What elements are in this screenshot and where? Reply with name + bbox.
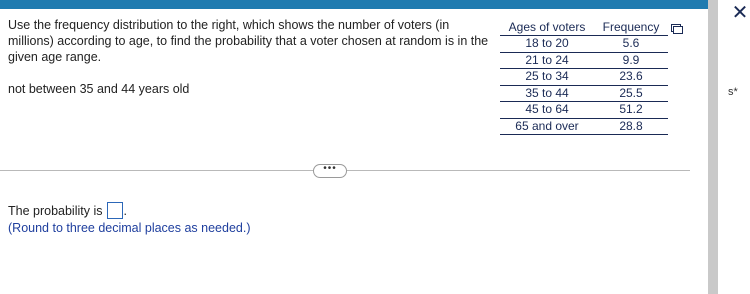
frequency-cell: 5.6 (594, 36, 668, 53)
table-row (500, 36, 668, 53)
close-icon[interactable]: ✕ (731, 2, 749, 24)
table-row (500, 102, 668, 119)
table-row (500, 69, 668, 86)
table-row (500, 118, 668, 135)
answer-label: The probability is (8, 203, 103, 218)
age-cell: 65 and over (500, 118, 594, 135)
frequency-cell: 23.6 (594, 69, 668, 86)
copy-icon[interactable] (671, 24, 683, 34)
age-cell: 18 to 20 (500, 36, 594, 53)
question-prompt: Use the frequency distribution to the right, which shows the number of voters (in millions) according to age, to find the probability that a voter chosen at random is in the given age range. (8, 18, 489, 64)
frequency-table (500, 20, 668, 135)
header-frequency: Frequency (594, 20, 668, 36)
frequency-cell: 28.8 (594, 118, 668, 135)
answer-suffix: . (123, 203, 127, 218)
age-cell: 45 to 64 (500, 102, 594, 119)
frequency-cell: 25.5 (594, 85, 668, 102)
rounding-hint: (Round to three decimal places as needed.) (8, 221, 251, 235)
question-condition: not between 35 and 44 years old (8, 82, 190, 96)
answer-input[interactable] (107, 202, 123, 219)
table-row (500, 52, 668, 69)
frequency-cell: 51.2 (594, 102, 668, 119)
answer-line (8, 202, 127, 219)
age-cell: 21 to 24 (500, 52, 594, 69)
expand-button[interactable]: ••• (313, 164, 347, 178)
table-row (500, 85, 668, 102)
header-ages: Ages of voters (500, 20, 594, 36)
scrollbar[interactable] (708, 0, 718, 294)
age-cell: 35 to 44 (500, 85, 594, 102)
side-text-fragment: s* (728, 86, 738, 98)
frequency-cell: 9.9 (594, 52, 668, 69)
top-accent-bar (0, 0, 708, 9)
table-header-row (500, 20, 668, 36)
age-cell: 25 to 34 (500, 69, 594, 86)
